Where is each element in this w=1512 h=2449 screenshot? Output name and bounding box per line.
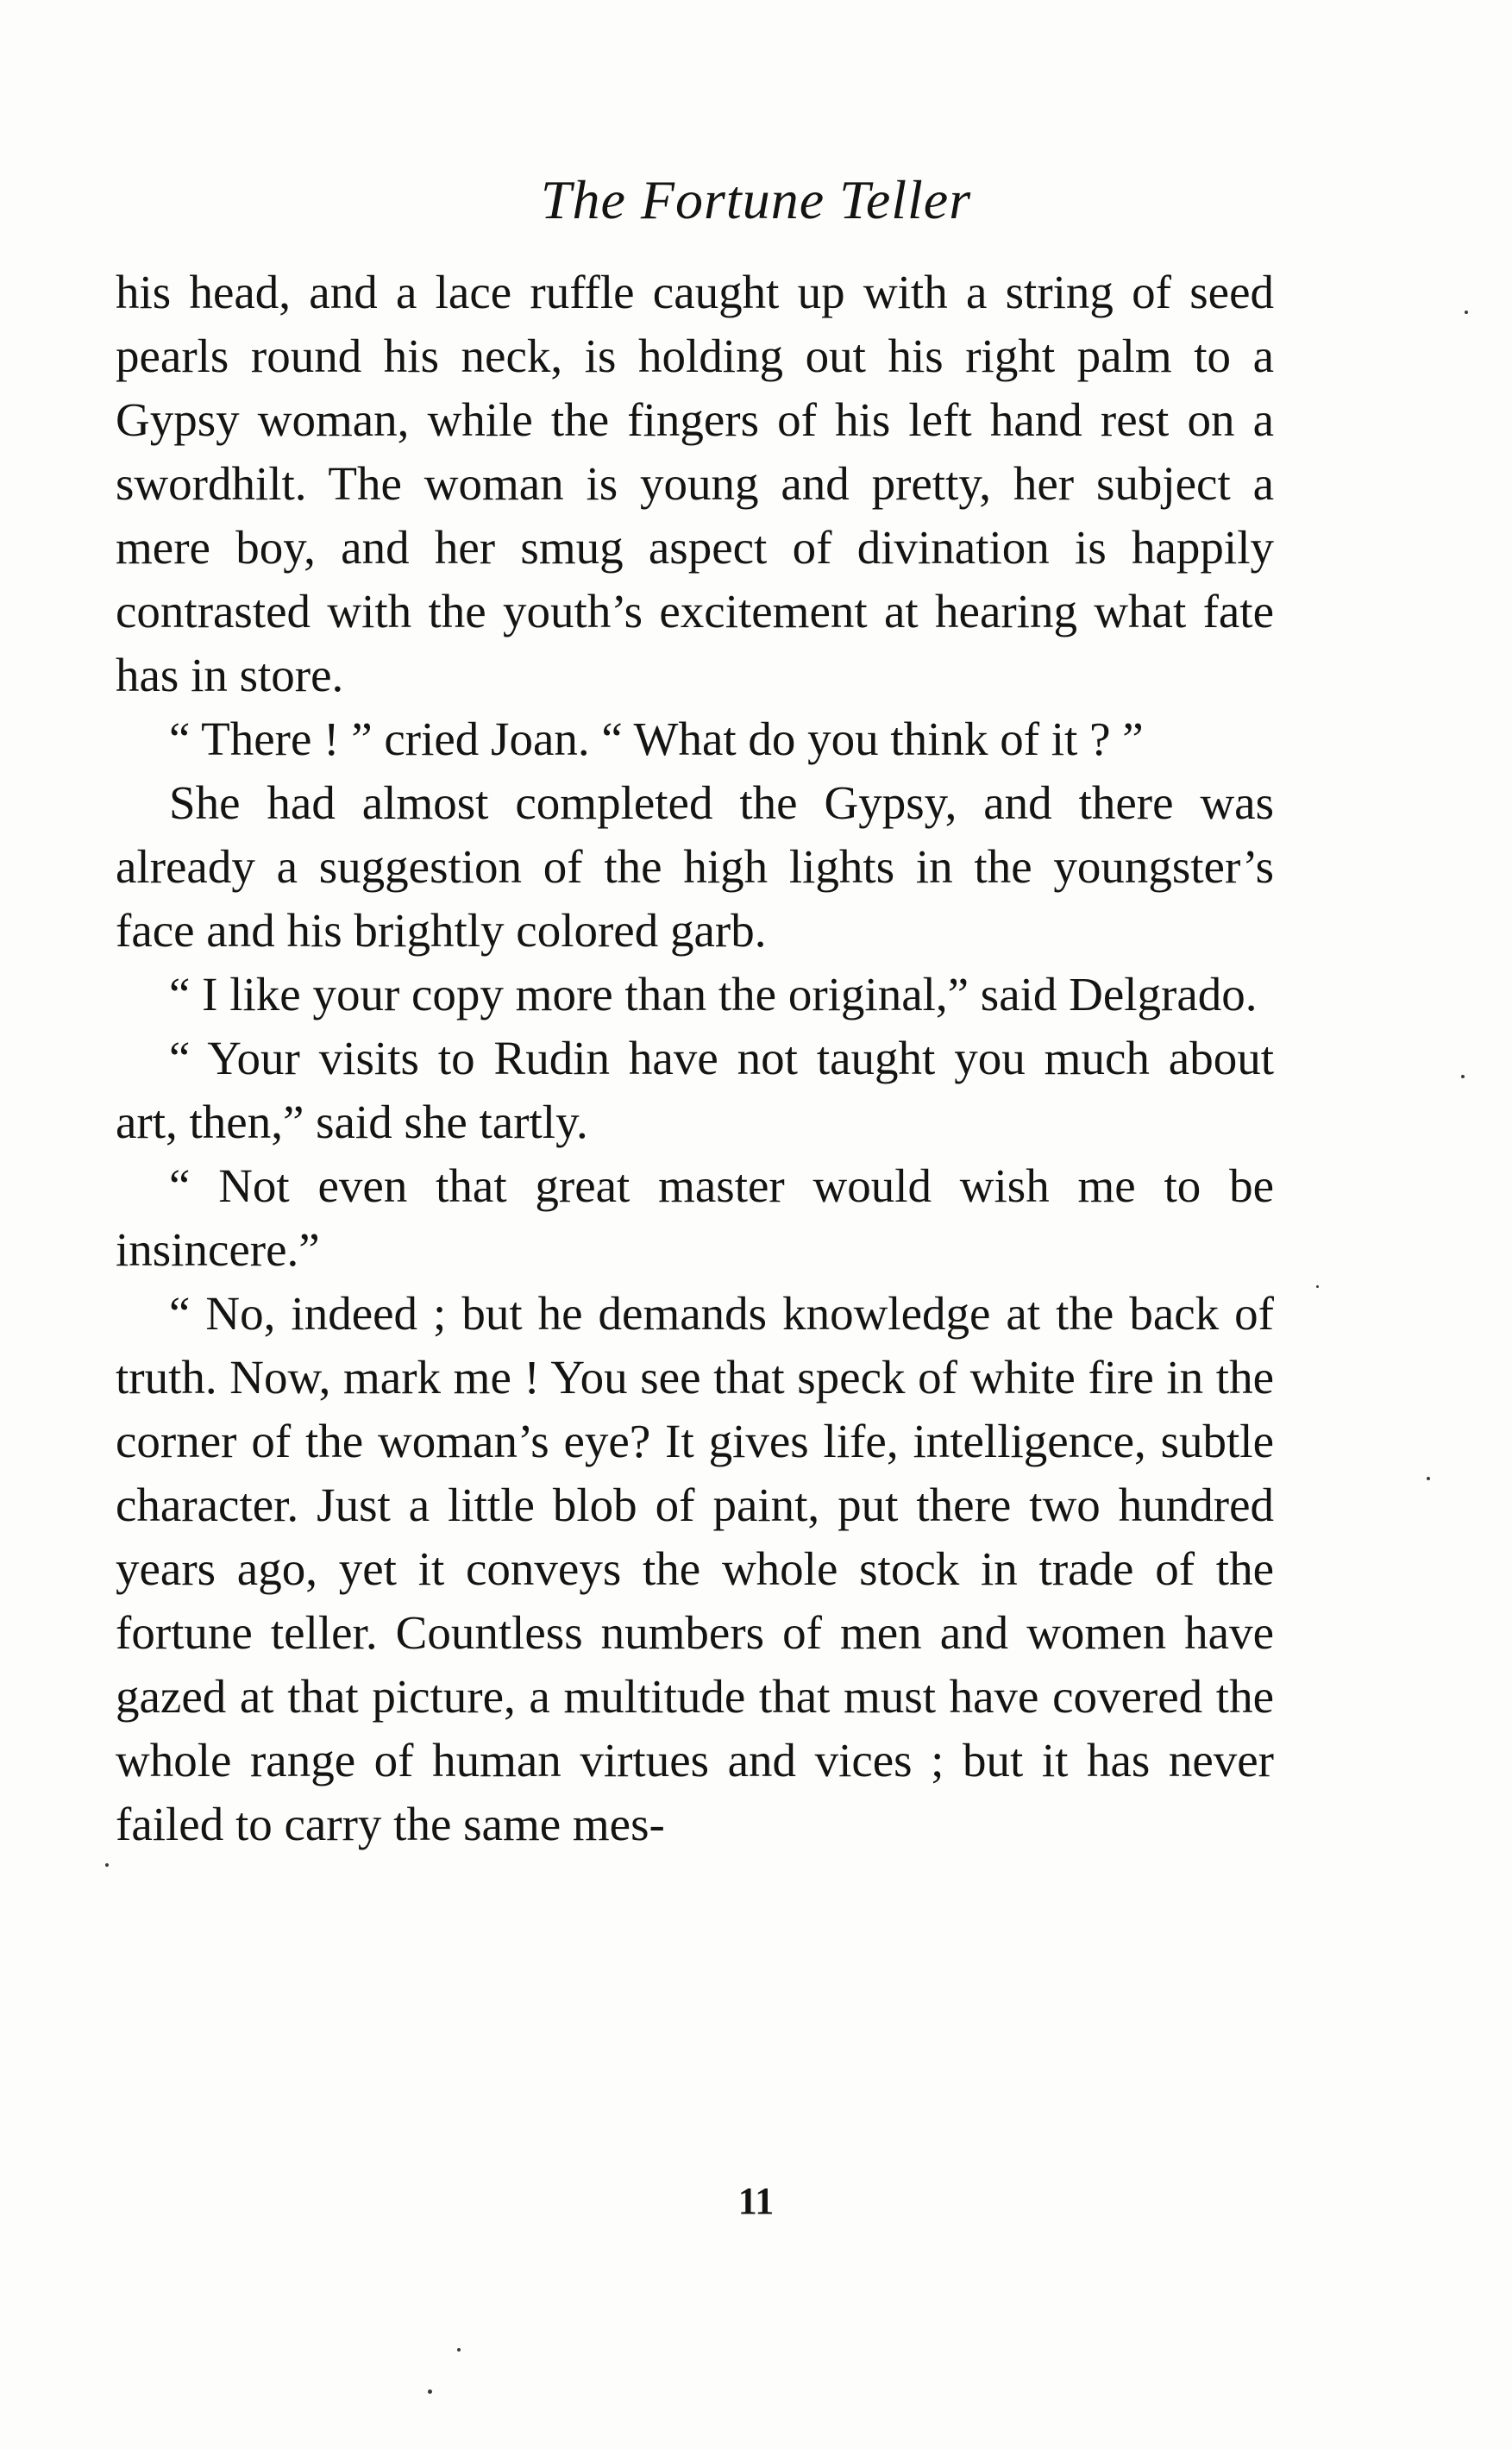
paragraph: “ Not even that great master would wish me to be insincere.” xyxy=(116,1159,1274,1276)
paragraph: “ I like your copy more than the original,” said Delgrado. xyxy=(169,968,1258,1020)
scan-speck xyxy=(1316,1285,1319,1288)
paragraph: She had almost completed the Gypsy, and there was already a suggestion of the high lights in the youngster’s face and his brightly colored garb. xyxy=(116,776,1274,957)
body-text xyxy=(116,261,1274,1856)
running-head: The Fortune Teller xyxy=(540,169,972,230)
paragraph: his head, and a lace ruffle caught up with a string of seed pearls round his neck, is holding out his right palm to a Gypsy woman, while the fingers of his left hand rest on a swordhilt. The woman is young and pretty, her subject a mere boy, and her smug aspect of divination is happily contrasted with the youth’s excitement at hearing what fate has in store. xyxy=(116,266,1274,701)
scan-speck xyxy=(105,1863,109,1867)
page-number: 11 xyxy=(737,2180,775,2222)
scan-speck xyxy=(1461,1075,1465,1078)
scan-speck xyxy=(457,2348,461,2352)
paragraph: “ Your visits to Rudin have not taught you much about art, then,” said she tartly. xyxy=(116,1032,1274,1148)
scan-speck xyxy=(1427,1477,1430,1480)
scan-speck xyxy=(1465,311,1468,314)
paragraph: “ No, indeed ; but he demands knowledge at the back of truth. Now, mark me ! You see that speck of white fire in the corner of the woman’s eye? It gives life, intelligence, subtle character. Just a little blob of paint, put there two hundred years ago, yet it conveys the whole stock in trade of the fortune teller. Countless numbers of men and women have gazed at that picture, a multitude that must have covered the whole range of human virtues and vices ; but it has never failed to carry the same mes- xyxy=(116,1287,1274,1850)
scan-speck xyxy=(428,2389,432,2394)
paragraph: “ There ! ” cried Joan. “ What do you think of it ? ” xyxy=(169,713,1144,765)
